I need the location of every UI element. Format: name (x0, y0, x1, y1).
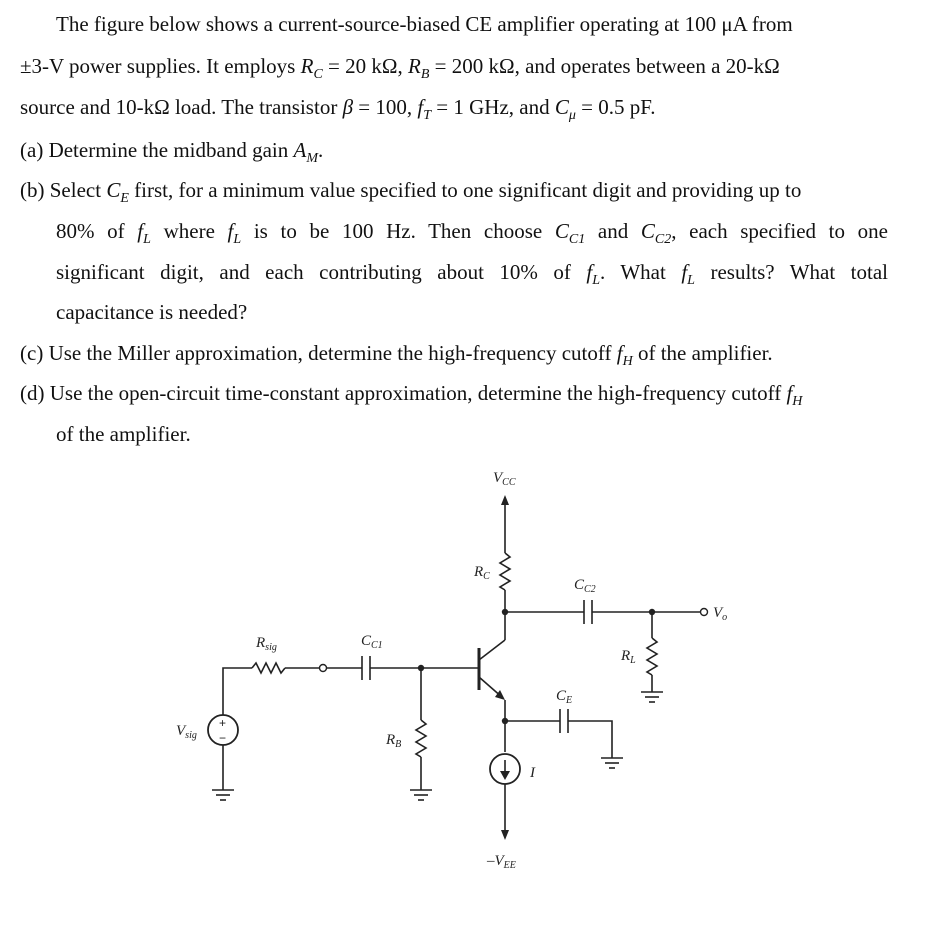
ce-symbol: C (106, 178, 121, 202)
part-c-end: of the amplifier. (632, 341, 773, 365)
part-b-text-2b: where (150, 219, 228, 243)
fl-sub-4: L (687, 273, 695, 288)
ft-sub: T (423, 108, 432, 123)
fl-sub-1: L (143, 232, 151, 247)
ground-rl-icon (641, 692, 663, 702)
part-d-text: Use the open-circuit time-constant approximation, determine the high-frequency cutoff (49, 381, 787, 405)
svg-text:+: + (219, 716, 227, 730)
part-b-text-1a: Select (49, 178, 107, 202)
am-sub: M (306, 151, 318, 166)
cmu-sub: μ (568, 108, 576, 123)
rb-symbol: R (407, 54, 421, 78)
part-d-label: (d) (20, 381, 45, 405)
part-b-label: (b) (20, 178, 45, 202)
part-b-text-2c: is to be 100 Hz. Then choose (241, 219, 555, 243)
intro-text-3a: source and 10-kΩ load. The transistor (20, 95, 343, 119)
intro-unit: μA from (721, 12, 793, 36)
part-b-text-3c: results? What total (694, 260, 888, 284)
cc2-symbol: C (640, 219, 655, 243)
part-b-text-4: capacitance is needed? (56, 300, 248, 324)
rc-label: $R_C$ (474, 564, 490, 582)
rl-resistor (647, 638, 657, 675)
intro-text-3c: = 1 GHz, and (431, 95, 555, 119)
fh-symbol-2: f (786, 381, 793, 405)
part-a-text: Determine the midband gain (48, 138, 294, 162)
rc-resistor (500, 553, 510, 590)
part-b-text-3b: . What (600, 260, 682, 284)
intro-text-2b: = 20 kΩ, (322, 54, 408, 78)
bjt-transistor-icon (479, 612, 505, 700)
ce-wire-right (568, 721, 612, 758)
rb-resistor (416, 720, 426, 757)
cc2-sub: C2 (654, 232, 672, 247)
fl-symbol-3: f (586, 260, 593, 284)
part-b-text-2e: , each specified to one (671, 219, 888, 243)
cc1-sub: C1 (568, 232, 586, 247)
fh-symbol-1: f (616, 341, 623, 365)
vee-label: $-V_{EE}$ (487, 853, 516, 871)
vsig-label: $V_{sig}$ (176, 723, 197, 741)
rb-label: $R_B$ (386, 732, 402, 750)
fl-sub-3: L (592, 273, 600, 288)
cc2-label: $C_{C2}$ (574, 577, 596, 595)
part-a-label: (a) (20, 138, 44, 162)
rsig-label: $R_{sig}$ (256, 635, 277, 653)
fl-symbol-1: f (137, 219, 144, 243)
rl-label: $R_L$ (621, 648, 636, 666)
part-b-text-2d: and (585, 219, 641, 243)
cmu-symbol: C (554, 95, 569, 119)
fl-symbol-4: f (681, 260, 688, 284)
vcc-label: $V_{CC}$ (493, 470, 516, 488)
part-b-text-3a: significant digit, and each contributing about 10% of (56, 260, 587, 284)
vsig-source-icon (208, 715, 238, 745)
svg-text:−: − (219, 731, 227, 745)
rc-symbol: R (300, 54, 314, 78)
vcc-arrow (501, 495, 509, 505)
rsig-wire-left (223, 668, 252, 715)
rb-sub: B (420, 67, 430, 82)
ground-vsig-icon (212, 790, 234, 800)
am-symbol: A (293, 138, 307, 162)
part-c-label: (c) (20, 341, 44, 365)
intro-text-3d: = 0.5 pF. (575, 95, 656, 119)
vo-terminal (701, 609, 708, 616)
input-terminal (320, 665, 327, 672)
ce-sub: E (120, 191, 129, 206)
ce-label: $C_E$ (556, 688, 573, 706)
current-source-icon (490, 754, 520, 784)
vee-arrow (501, 830, 509, 840)
cc1-symbol: C (554, 219, 569, 243)
ground-rb-icon (410, 790, 432, 800)
part-b-text-2a: 80% of (56, 219, 138, 243)
ft-symbol: f (417, 95, 424, 119)
part-c-text: Use the Miller approximation, determine the high-frequency cutoff (48, 341, 617, 365)
fh-sub-1: H (622, 354, 633, 369)
vo-label: $V_o$ (713, 605, 728, 623)
current-i-label: I (530, 765, 535, 781)
beta-symbol: β (342, 95, 354, 119)
intro-text-2a: ±3-V power supplies. It employs (20, 54, 301, 78)
cc1-label: $C_{C1}$ (361, 633, 383, 651)
fh-sub-2: H (792, 394, 803, 409)
fl-symbol-2: f (227, 219, 234, 243)
part-d-text-2: of the amplifier. (56, 422, 191, 446)
fl-sub-2: L (233, 232, 242, 247)
intro-text-3b: = 100, (353, 95, 418, 119)
part-a-end: . (318, 138, 324, 162)
intro-text-2c: = 200 kΩ, and operates between a 20-kΩ (429, 54, 780, 78)
rsig-resistor (252, 663, 285, 673)
ground-ce-icon (601, 758, 623, 768)
part-b-text-1b: first, for a minimum value specified to one significant digit and providing up to (128, 178, 802, 202)
rc-sub: C (313, 67, 323, 82)
intro-text-1: The figure below shows a current-source-biased CE amplifier operating at 100 (56, 12, 722, 36)
